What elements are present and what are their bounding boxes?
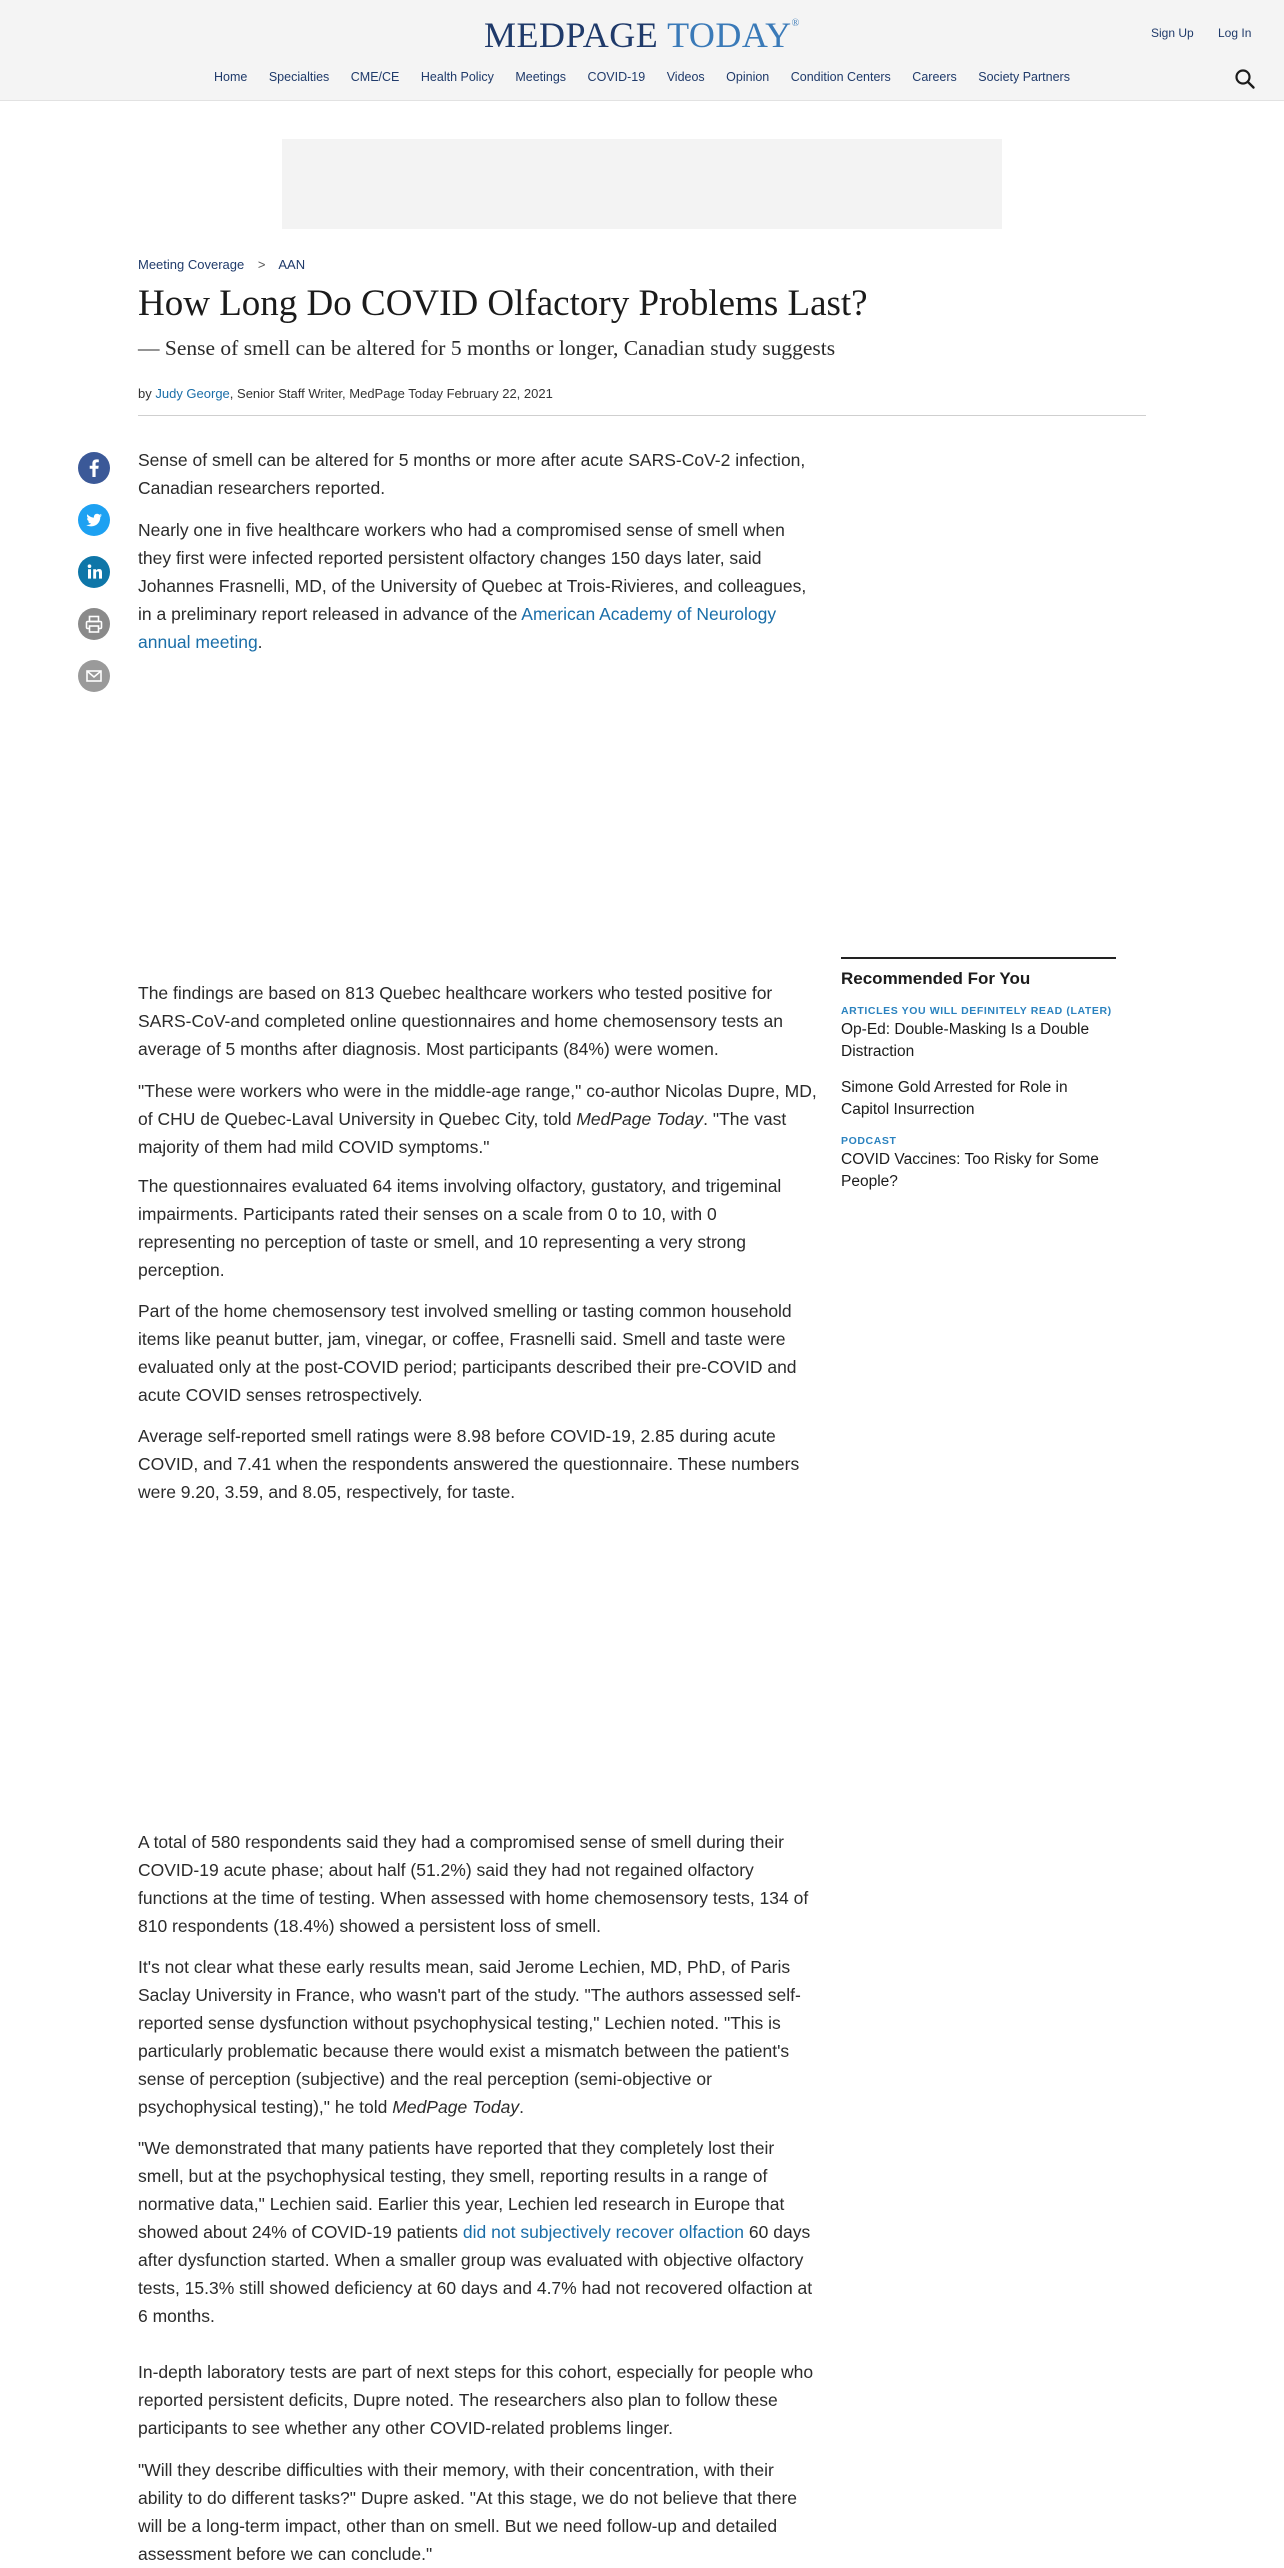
recommended-title: Recommended For You: [841, 969, 1031, 988]
article-subtitle: — Sense of smell can be altered for 5 months or longer, Canadian study suggests: [138, 336, 836, 360]
article-paragraph: [138, 1953, 818, 2121]
nav-videos[interactable]: Videos: [666, 70, 705, 84]
nav-cme-ce[interactable]: CME/CE: [350, 70, 400, 84]
author-link[interactable]: Judy George: [155, 386, 230, 401]
recommended-headline[interactable]: Simone Gold Arrested for Role in Capitol Insurrection: [841, 1079, 1068, 1118]
article-title: How Long Do COVID Olfactory Problems Last?: [138, 283, 868, 324]
twitter-icon[interactable]: [78, 504, 110, 536]
nav-society-partners[interactable]: Society Partners: [978, 70, 1070, 84]
article-paragraph: In-depth laboratory tests are part of next steps for this cohort, especially for people who reported persistent deficits, Dupre noted. The researchers also plan to follow these participants to see whether any other COVID-related problems linger.: [138, 2362, 814, 2438]
breadcrumb-aan[interactable]: AAN: [278, 257, 306, 272]
byline-details: , Senior Staff Writer, MedPage Today February 22, 2021: [229, 386, 553, 401]
paragraph-text: "We demonstrated that many patients have reported that they completely lost their smell, but at the psychophysical testing, they smell, reporting results in a range of normative data," Lechien said. Earlier this year, Lechien led research in Europe that showed about 24% of COVID-19 patients: [138, 2138, 785, 2242]
recommended-panel: [841, 957, 1116, 1193]
article-paragraph: [138, 1077, 818, 1161]
article-paragraph: [138, 2134, 818, 2330]
print-icon[interactable]: [78, 608, 110, 640]
breadcrumb-meeting-coverage[interactable]: Meeting Coverage: [138, 257, 245, 272]
site-logo[interactable]: [484, 14, 800, 54]
search-icon[interactable]: [1234, 68, 1256, 90]
logo-registered-mark: ®: [791, 18, 800, 29]
article-paragraph: The findings are based on 813 Quebec healthcare workers who tested positive for SARS-CoV-and completed online questionnaires and home chemosensory tests an average of 5 months after diagnosis. Most participants (84%) were women.: [138, 983, 783, 1059]
linkedin-icon[interactable]: [78, 556, 110, 588]
header-divider: [138, 415, 1146, 416]
ad-banner: [282, 139, 1002, 229]
recommended-kicker: PODCAST: [841, 1135, 897, 1147]
paragraph-text: Nearly one in five healthcare workers who had a compromised sense of smell when they first were infected reported persistent olfactory changes 150 days later, said Johannes Frasnelli, MD, of the University of Quebec at Trois-Rivieres, and colleagues, in a preliminary report released in advance of the: [138, 520, 807, 624]
paragraph-text: 60 days after dysfunction started. When a smaller group was evaluated with objective olfactory tests, 15.3% still showed deficiency at 60 days and 4.7% had not recovered olfaction at 6 months.: [138, 2222, 813, 2326]
nav-condition-centers[interactable]: Condition Centers: [790, 70, 891, 84]
nav-covid-19[interactable]: COVID-19: [587, 70, 646, 84]
paragraph-text: .: [257, 632, 263, 652]
aan-meeting-link[interactable]: American Academy of Neurology annual meeting: [138, 604, 777, 652]
paragraph-text: It's not clear what these early results mean, said Jerome Lechien, MD, PhD, of Paris Saclay University in France, who wasn't part of the study. "The authors assessed self-reported sense dysfunction without psychophysical testing," Lechien noted. "This is particularly problematic because there would exist a mismatch between the patient's sense of perception (subjective) and the real perception (semi-objective or psychophysical testing)," he told: [138, 1957, 801, 2117]
email-icon[interactable]: [78, 660, 110, 692]
recommended-headline[interactable]: COVID Vaccines: Too Risky for Some People?: [841, 1151, 1099, 1190]
recommended-item[interactable]: [841, 1135, 1116, 1193]
breadcrumb: [138, 257, 305, 272]
article-paragraph: Part of the home chemosensory test involved smelling or tasting common household items like peanut butter, jam, vinegar, or coffee, Frasnelli said. Smell and taste were evaluated only at the post-COVID period; participants described their pre-COVID and acute COVID senses retrospectively.: [138, 1301, 797, 1405]
paragraph-text: . "The vast majority of them had mild COVID symptoms.": [138, 1109, 787, 1157]
article-paragraph: A total of 580 respondents said they had a compromised sense of smell during their COVID-19 acute phase; about half (51.2%) said they had not regained olfactory functions at the time of testing. When assessed with home chemosensory tests, 134 of 810 respondents (18.4%) showed a persistent loss of smell.: [138, 1832, 809, 1936]
facebook-icon[interactable]: [78, 452, 110, 484]
article-paragraph: Sense of smell can be altered for 5 months or more after acute SARS-CoV-2 infection, Canadian researchers reported.: [138, 450, 806, 498]
byline-prefix: by: [138, 386, 152, 401]
logo-text-today: TODAY: [667, 15, 792, 55]
olfaction-study-link[interactable]: did not subjectively recover olfaction: [462, 2222, 745, 2242]
nav-home[interactable]: Home: [214, 70, 248, 84]
publication-name: MedPage Today: [576, 1109, 704, 1129]
nav-health-policy[interactable]: Health Policy: [420, 70, 494, 84]
breadcrumb-separator: >: [257, 257, 266, 272]
recommended-headline[interactable]: Op-Ed: Double-Masking Is a Double Distraction: [841, 1021, 1090, 1060]
log-in-link[interactable]: Log In: [1218, 26, 1252, 40]
recommended-item[interactable]: [841, 1077, 1116, 1121]
article-paragraph: "Will they describe difficulties with their memory, with their concentration, with their ability to do different tasks?" Dupre asked. "At this stage, we do not believe that there will be a long-term impact, other than on smell. But we need follow-up and detailed assessment before we can conclude.": [138, 2460, 798, 2564]
article-paragraph: Average self-reported smell ratings were 8.98 before COVID-19, 2.85 during acute COVID, and 7.41 when the respondents answered the questionnaire. These numbers were 9.20, 3.59, and 8.05, respectively, for taste.: [138, 1426, 800, 1502]
recommended-item[interactable]: [841, 1005, 1116, 1063]
nav-careers[interactable]: Careers: [912, 70, 957, 84]
sign-up-link[interactable]: Sign Up: [1151, 26, 1194, 40]
nav-specialties[interactable]: Specialties: [268, 70, 330, 84]
paragraph-text: .: [519, 2097, 524, 2117]
article-paragraph: [138, 516, 818, 656]
byline: [138, 386, 553, 401]
publication-name: MedPage Today: [392, 2097, 520, 2117]
article-paragraph: The questionnaires evaluated 64 items involving olfactory, gustatory, and trigeminal impairments. Participants rated their senses on a scale from 0 to 10, with 0 representing no perception of taste or smell, and 10 representing a very strong perception.: [138, 1176, 782, 1280]
nav-meetings[interactable]: Meetings: [515, 70, 567, 84]
main-nav: [0, 70, 1284, 90]
recommended-divider: [841, 957, 1116, 959]
site-header: [0, 0, 1284, 101]
recommended-kicker: ARTICLES YOU WILL DEFINITELY READ (LATER): [841, 1005, 1112, 1017]
nav-opinion[interactable]: Opinion: [726, 70, 770, 84]
logo-text-medpage: MEDPAGE: [484, 15, 659, 55]
paragraph-text: "These were workers who were in the middle-age range," co-author Nicolas Dupre, MD, of CHU de Quebec-Laval University in Quebec City, told: [138, 1081, 817, 1129]
